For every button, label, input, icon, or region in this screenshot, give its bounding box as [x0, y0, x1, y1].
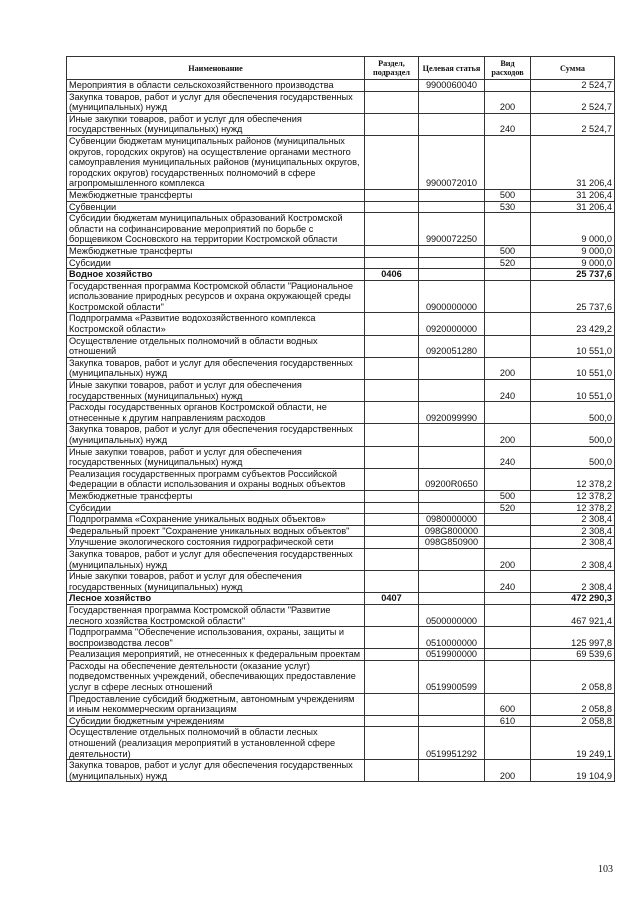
row-target	[419, 113, 485, 135]
header-section: Раздел, подраздел	[365, 57, 419, 80]
row-target	[419, 91, 485, 113]
row-target: 098G800000	[419, 525, 485, 537]
table-row	[67, 189, 615, 201]
row-expense-type: 200	[485, 760, 531, 782]
row-section	[365, 548, 419, 570]
row-amount: 2 524,7	[531, 113, 615, 135]
row-target	[419, 257, 485, 269]
row-section	[365, 402, 419, 424]
row-section	[365, 660, 419, 693]
row-expense-type: 200	[485, 548, 531, 570]
row-amount: 23 429,2	[531, 313, 615, 335]
row-expense-type	[485, 80, 531, 92]
row-amount: 10 551,0	[531, 335, 615, 357]
row-expense-type: 240	[485, 113, 531, 135]
row-amount: 31 206,4	[531, 135, 615, 189]
row-section: 0407	[365, 593, 419, 605]
row-section	[365, 502, 419, 514]
row-name: Межбюджетные трансферты	[67, 245, 365, 257]
row-target: 0920051280	[419, 335, 485, 357]
table-row	[67, 213, 615, 246]
row-expense-type: 240	[485, 571, 531, 593]
row-name: Субсидии	[67, 502, 365, 514]
row-section	[365, 280, 419, 313]
row-amount: 19 249,1	[531, 727, 615, 760]
row-section	[365, 424, 419, 446]
row-name: Иные закупки товаров, работ и услуг для обеспечения государственных (муниципальных) нужд	[67, 446, 365, 468]
row-target	[419, 446, 485, 468]
table-body	[67, 80, 615, 782]
row-amount: 2 058,8	[531, 693, 615, 715]
row-section	[365, 571, 419, 593]
row-target	[419, 502, 485, 514]
table-row	[67, 525, 615, 537]
table-row	[67, 80, 615, 92]
row-target: 0920000000	[419, 313, 485, 335]
row-expense-type: 240	[485, 380, 531, 402]
row-amount: 69 539,6	[531, 649, 615, 661]
row-expense-type: 610	[485, 715, 531, 727]
row-target: 0510000000	[419, 627, 485, 649]
table-row	[67, 537, 615, 549]
row-amount: 10 551,0	[531, 357, 615, 379]
table-row	[67, 502, 615, 514]
row-target: 0900000000	[419, 280, 485, 313]
row-target: 0920099990	[419, 402, 485, 424]
table-row	[67, 649, 615, 661]
table-row	[67, 514, 615, 526]
row-amount: 2 308,4	[531, 514, 615, 526]
table-row	[67, 245, 615, 257]
row-amount: 500,0	[531, 446, 615, 468]
row-expense-type: 200	[485, 357, 531, 379]
row-expense-type: 200	[485, 91, 531, 113]
row-name: Лесное хозяйство	[67, 593, 365, 605]
row-name: Предоставление субсидий бюджетным, автономным учреждениям и иным некоммерческим организациям	[67, 693, 365, 715]
row-expense-type	[485, 269, 531, 281]
section-row	[67, 269, 615, 281]
row-section	[365, 760, 419, 782]
row-name: Государственная программа Костромской области "Развитие лесного хозяйства Костромской области"	[67, 604, 365, 626]
row-expense-type: 520	[485, 257, 531, 269]
row-target	[419, 424, 485, 446]
row-amount: 2 308,4	[531, 548, 615, 570]
row-amount: 2 308,4	[531, 525, 615, 537]
table-row	[67, 380, 615, 402]
row-target: 0519951292	[419, 727, 485, 760]
table-row	[67, 424, 615, 446]
row-expense-type	[485, 213, 531, 246]
row-section	[365, 627, 419, 649]
row-target	[419, 693, 485, 715]
row-amount: 25 737,6	[531, 280, 615, 313]
row-section	[365, 257, 419, 269]
row-expense-type	[485, 468, 531, 490]
row-name: Расходы на обеспечение деятельности (оказание услуг) подведомственных учреждений, обеспечивающих предоставление услуг в сфере лесных отношений	[67, 660, 365, 693]
row-expense-type	[485, 660, 531, 693]
row-target	[419, 189, 485, 201]
row-section	[365, 537, 419, 549]
row-name: Водное хозяйство	[67, 269, 365, 281]
row-target	[419, 548, 485, 570]
row-name: Субсидии бюджетам муниципальных образований Костромской области на софинансирование мероприятий по борьбе с борщевиком Сосновского на территории Костромской области	[67, 213, 365, 246]
row-name: Межбюджетные трансферты	[67, 490, 365, 502]
row-name: Иные закупки товаров, работ и услуг для обеспечения государственных (муниципальных) нужд	[67, 571, 365, 593]
table-header-row	[67, 57, 615, 80]
row-target: 0980000000	[419, 514, 485, 526]
row-amount: 10 551,0	[531, 380, 615, 402]
row-amount: 2 524,7	[531, 91, 615, 113]
table-row	[67, 727, 615, 760]
table-row	[67, 760, 615, 782]
row-expense-type	[485, 537, 531, 549]
table-row	[67, 257, 615, 269]
row-expense-type: 530	[485, 201, 531, 213]
row-amount: 12 378,2	[531, 490, 615, 502]
row-expense-type	[485, 525, 531, 537]
row-target	[419, 245, 485, 257]
row-name: Межбюджетные трансферты	[67, 189, 365, 201]
page-number: 103	[598, 864, 613, 875]
row-section	[365, 245, 419, 257]
row-expense-type	[485, 514, 531, 526]
row-amount: 500,0	[531, 424, 615, 446]
row-section	[365, 727, 419, 760]
row-expense-type	[485, 313, 531, 335]
row-section	[365, 514, 419, 526]
row-section	[365, 693, 419, 715]
table-row	[67, 280, 615, 313]
row-name: Подпрограмма «Сохранение уникальных водных объектов»	[67, 514, 365, 526]
row-section	[365, 357, 419, 379]
table-row	[67, 135, 615, 189]
row-target: 0519900000	[419, 649, 485, 661]
row-target: 9900072250	[419, 213, 485, 246]
row-name: Реализация мероприятий, не отнесенных к федеральным проектам	[67, 649, 365, 661]
row-name: Федеральный проект "Сохранение уникальных водных объектов"	[67, 525, 365, 537]
row-amount: 500,0	[531, 402, 615, 424]
row-name: Расходы государственных органов Костромской области, не отнесенные к другим направлениям расходов	[67, 402, 365, 424]
row-amount: 31 206,4	[531, 201, 615, 213]
row-name: Мероприятия в области сельскохозяйственного производства	[67, 80, 365, 92]
row-name: Подпрограмма "Обеспечение использования, охраны, защиты и воспроизводства лесов"	[67, 627, 365, 649]
table-row	[67, 402, 615, 424]
row-expense-type: 500	[485, 490, 531, 502]
table-row	[67, 91, 615, 113]
row-expense-type: 240	[485, 446, 531, 468]
row-amount: 472 290,3	[531, 593, 615, 605]
row-amount: 9 000,0	[531, 257, 615, 269]
row-target	[419, 571, 485, 593]
table-row	[67, 548, 615, 570]
row-amount: 12 378,2	[531, 502, 615, 514]
row-section: 0406	[365, 269, 419, 281]
row-section	[365, 80, 419, 92]
row-expense-type	[485, 593, 531, 605]
row-target: 0500000000	[419, 604, 485, 626]
row-target: 09200R0650	[419, 468, 485, 490]
header-amount: Сумма	[531, 57, 615, 80]
row-name: Закупка товаров, работ и услуг для обеспечения государственных (муниципальных) нужд	[67, 760, 365, 782]
row-expense-type	[485, 627, 531, 649]
header-expense-type: Вид расходов	[485, 57, 531, 80]
table-row	[67, 604, 615, 626]
row-section	[365, 91, 419, 113]
row-expense-type	[485, 280, 531, 313]
row-expense-type: 520	[485, 502, 531, 514]
row-name: Иные закупки товаров, работ и услуг для обеспечения государственных (муниципальных) нужд	[67, 113, 365, 135]
row-amount: 2 524,7	[531, 80, 615, 92]
table-row	[67, 468, 615, 490]
row-name: Подпрограмма «Развитие водохозяйственного комплекса Костромской области»	[67, 313, 365, 335]
table-row	[67, 660, 615, 693]
row-name: Закупка товаров, работ и услуг для обеспечения государственных (муниципальных) нужд	[67, 548, 365, 570]
row-section	[365, 715, 419, 727]
row-section	[365, 446, 419, 468]
row-name: Субвенции бюджетам муниципальных районов (муниципальных округов, городских округов) на осуществление органами местного самоуправления муниципальных районов (муниципальных округов, городских округов) государственных полномочий в сфере агропромышленного комплекса	[67, 135, 365, 189]
row-amount: 19 104,9	[531, 760, 615, 782]
row-section	[365, 213, 419, 246]
row-target: 098G850900	[419, 537, 485, 549]
row-section	[365, 335, 419, 357]
row-name: Осуществление отдельных полномочий в области лесных отношений (реализация мероприятий в установленной сфере деятельности)	[67, 727, 365, 760]
row-name: Закупка товаров, работ и услуг для обеспечения государственных (муниципальных) нужд	[67, 91, 365, 113]
row-target: 0519900599	[419, 660, 485, 693]
table-row	[67, 571, 615, 593]
row-name: Государственная программа Костромской области "Рациональное использование природных ресурсов и охрана окружающей среды Костромской области"	[67, 280, 365, 313]
row-name: Закупка товаров, работ и услуг для обеспечения государственных (муниципальных) нужд	[67, 424, 365, 446]
table-row	[67, 201, 615, 213]
row-name: Осуществление отдельных полномочий в области водных отношений	[67, 335, 365, 357]
row-amount: 467 921,4	[531, 604, 615, 626]
row-section	[365, 113, 419, 135]
row-name: Закупка товаров, работ и услуг для обеспечения государственных (муниципальных) нужд	[67, 357, 365, 379]
row-amount: 9 000,0	[531, 245, 615, 257]
row-expense-type: 600	[485, 693, 531, 715]
row-section	[365, 313, 419, 335]
row-target	[419, 357, 485, 379]
table-row	[67, 446, 615, 468]
row-section	[365, 649, 419, 661]
row-name: Субсидии бюджетным учреждениям	[67, 715, 365, 727]
row-amount: 2 308,4	[531, 571, 615, 593]
row-section	[365, 189, 419, 201]
row-name: Реализация государственных программ субъектов Российской Федерации в области использования и охраны водных объектов	[67, 468, 365, 490]
row-name: Субвенции	[67, 201, 365, 213]
header-target: Целевая статья	[419, 57, 485, 80]
row-expense-type: 500	[485, 245, 531, 257]
table-row	[67, 693, 615, 715]
row-name: Субсидии	[67, 257, 365, 269]
row-expense-type	[485, 335, 531, 357]
header-name: Наименование	[67, 57, 365, 80]
table-row	[67, 335, 615, 357]
row-section	[365, 468, 419, 490]
row-target: 9900072010	[419, 135, 485, 189]
row-amount: 2 058,8	[531, 660, 615, 693]
row-section	[365, 380, 419, 402]
row-target	[419, 490, 485, 502]
row-amount: 125 997,8	[531, 627, 615, 649]
row-target	[419, 760, 485, 782]
table-row	[67, 627, 615, 649]
row-target: 9900060040	[419, 80, 485, 92]
row-amount: 25 737,6	[531, 269, 615, 281]
row-amount: 31 206,4	[531, 189, 615, 201]
row-name: Иные закупки товаров, работ и услуг для обеспечения государственных (муниципальных) нужд	[67, 380, 365, 402]
row-section	[365, 604, 419, 626]
section-row	[67, 593, 615, 605]
row-section	[365, 525, 419, 537]
row-target	[419, 269, 485, 281]
table-row	[67, 113, 615, 135]
row-section	[365, 490, 419, 502]
table-row	[67, 313, 615, 335]
row-expense-type	[485, 135, 531, 189]
row-expense-type: 200	[485, 424, 531, 446]
table-row	[67, 715, 615, 727]
row-amount: 2 308,4	[531, 537, 615, 549]
table-row	[67, 357, 615, 379]
row-amount: 2 058,8	[531, 715, 615, 727]
budget-table	[66, 56, 615, 782]
row-target	[419, 201, 485, 213]
row-section	[365, 201, 419, 213]
row-expense-type	[485, 649, 531, 661]
row-target	[419, 593, 485, 605]
row-target	[419, 715, 485, 727]
row-expense-type	[485, 727, 531, 760]
row-amount: 9 000,0	[531, 213, 615, 246]
row-expense-type	[485, 402, 531, 424]
row-section	[365, 135, 419, 189]
row-target	[419, 380, 485, 402]
row-name: Улучшение экологического состояния гидрографической сети	[67, 537, 365, 549]
table-row	[67, 490, 615, 502]
row-amount: 12 378,2	[531, 468, 615, 490]
row-expense-type: 500	[485, 189, 531, 201]
row-expense-type	[485, 604, 531, 626]
